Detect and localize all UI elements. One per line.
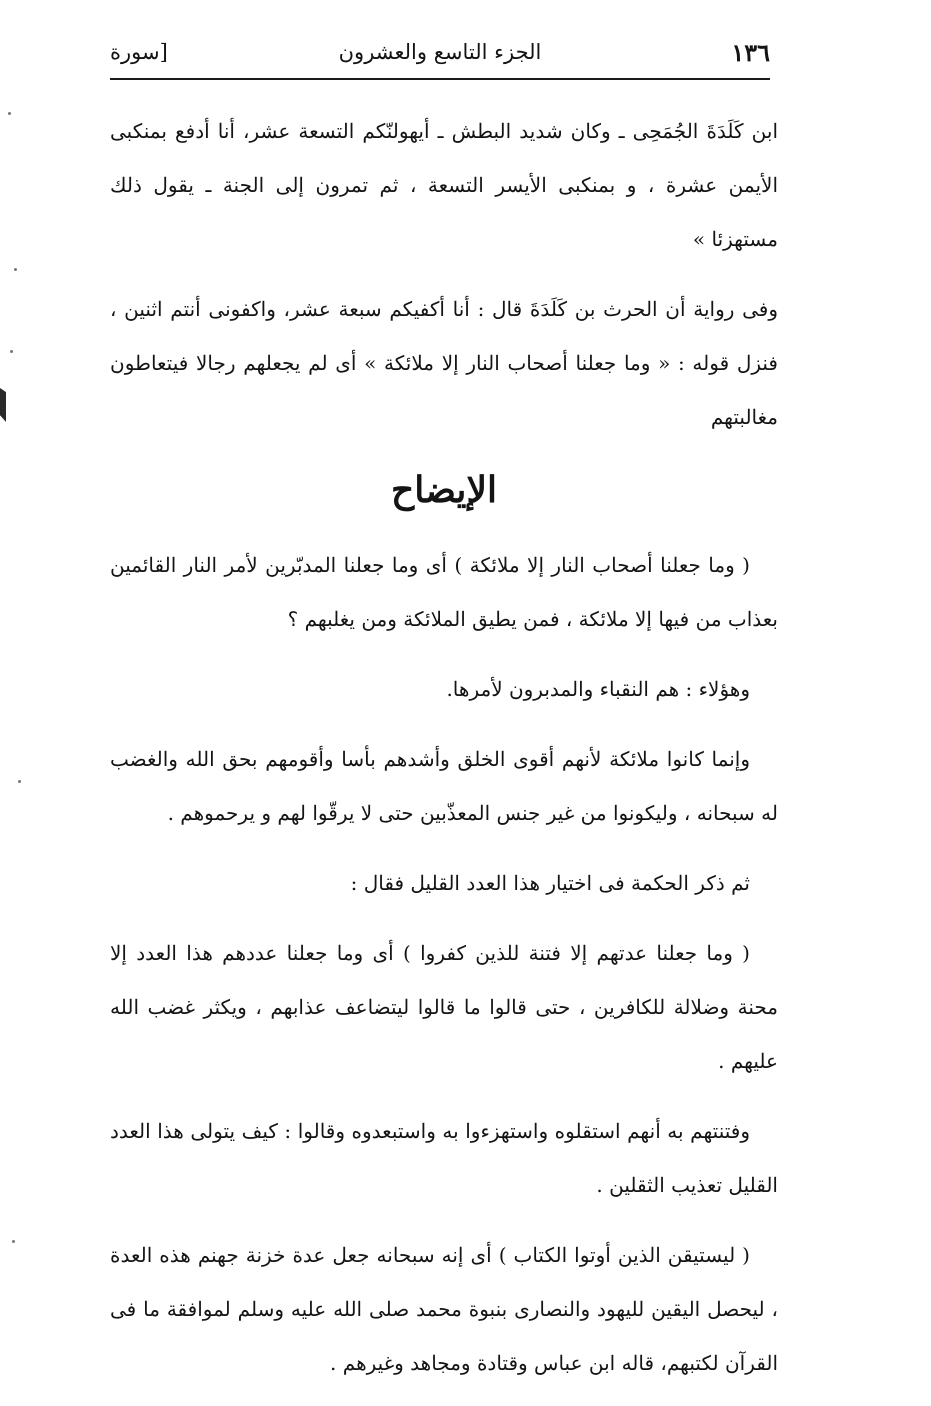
scan-speck bbox=[14, 268, 17, 271]
header-title: الجزء التاسع والعشرون bbox=[338, 40, 542, 64]
paragraph-explanation-3: وإنما كانوا ملائكة لأنهم أقوى الخلق وأشدهم بأسا وأقومهم بحق الله والغضب له سبحانه ، وليكونوا من غير جنس المعذّبين حتى لا يرقّوا لهم و يرحموهم . bbox=[110, 747, 778, 825]
page-number: ١٣٦ bbox=[731, 38, 770, 67]
header-rule bbox=[110, 78, 770, 80]
surah-label: [سورة bbox=[110, 40, 168, 64]
page-body bbox=[110, 104, 778, 1406]
paragraph-narration-1: ابن كَلَدَةَ الجُمَحِى ـ وكان شديد البطش ـ أيهولنّكم التسعة عشر، أنا أدفع بمنكبى الأيمن عشرة ، و بمنكبى الأيسر التسعة ، ثم تمرون إلى الجنة ـ يقول ذلك مستهزئا » bbox=[110, 119, 778, 251]
running-header bbox=[110, 38, 770, 74]
paragraph-explanation-4: ثم ذكر الحكمة فى اختيار هذا العدد القليل فقال : bbox=[350, 871, 750, 895]
paragraph-explanation-2: وهؤلاء : هم النقباء والمدبرون لأمرها. bbox=[446, 677, 750, 701]
paragraph-narration-2: وفى رواية أن الحرث بن كَلَدَةَ قال : أنا أكفيكم سبعة عشر، واكفونى أنتم اثنين ، فنزل قوله : « وما جعلنا أصحاب النار إلا ملائكة » أى لم يجعلهم رجالا فيتعاطون مغالبتهم bbox=[110, 297, 778, 429]
scan-speck bbox=[18, 780, 21, 783]
paragraph-explanation-1: ( وما جعلنا أصحاب النار إلا ملائكة ) أى وما جعلنا المدبّرين لأمر النار القائمين بعذاب من فيها إلا ملائكة ، فمن يطيق الملائكة ومن يغلبهم ؟ bbox=[110, 553, 778, 631]
scan-edge-mark bbox=[0, 388, 6, 422]
paragraph-explanation-6: وفتنتهم به أنهم استقلوه واستهزءوا به واستبعدوه وقالوا : كيف يتولى هذا العدد القليل تعذيب الثقلين . bbox=[110, 1119, 778, 1197]
scan-speck bbox=[8, 112, 11, 115]
scan-speck bbox=[10, 350, 13, 353]
section-title: الإيضاح bbox=[391, 469, 497, 511]
scan-speck bbox=[12, 1240, 15, 1243]
paragraph-explanation-5: ( وما جعلنا عدتهم إلا فتنة للذين كفروا ) أى وما جعلنا عددهم هذا العدد إلا محنة وضلالة للكافرين ، حتى قالوا ما قالوا ليتضاعف عذابهم ، ويكثر غضب الله عليهم . bbox=[110, 941, 778, 1073]
paragraph-explanation-7: ( ليستيقن الذين أوتوا الكتاب ) أى إنه سبحانه جعل عدة خزنة جهنم هذه العدة ، ليحصل اليقين لليهود والنصارى بنبوة محمد صلى الله عليه وسلم لموافقة ما فى القرآن لكتبهم، قاله ابن عباس وقتادة ومجاهد وغيرهم . bbox=[110, 1243, 778, 1375]
